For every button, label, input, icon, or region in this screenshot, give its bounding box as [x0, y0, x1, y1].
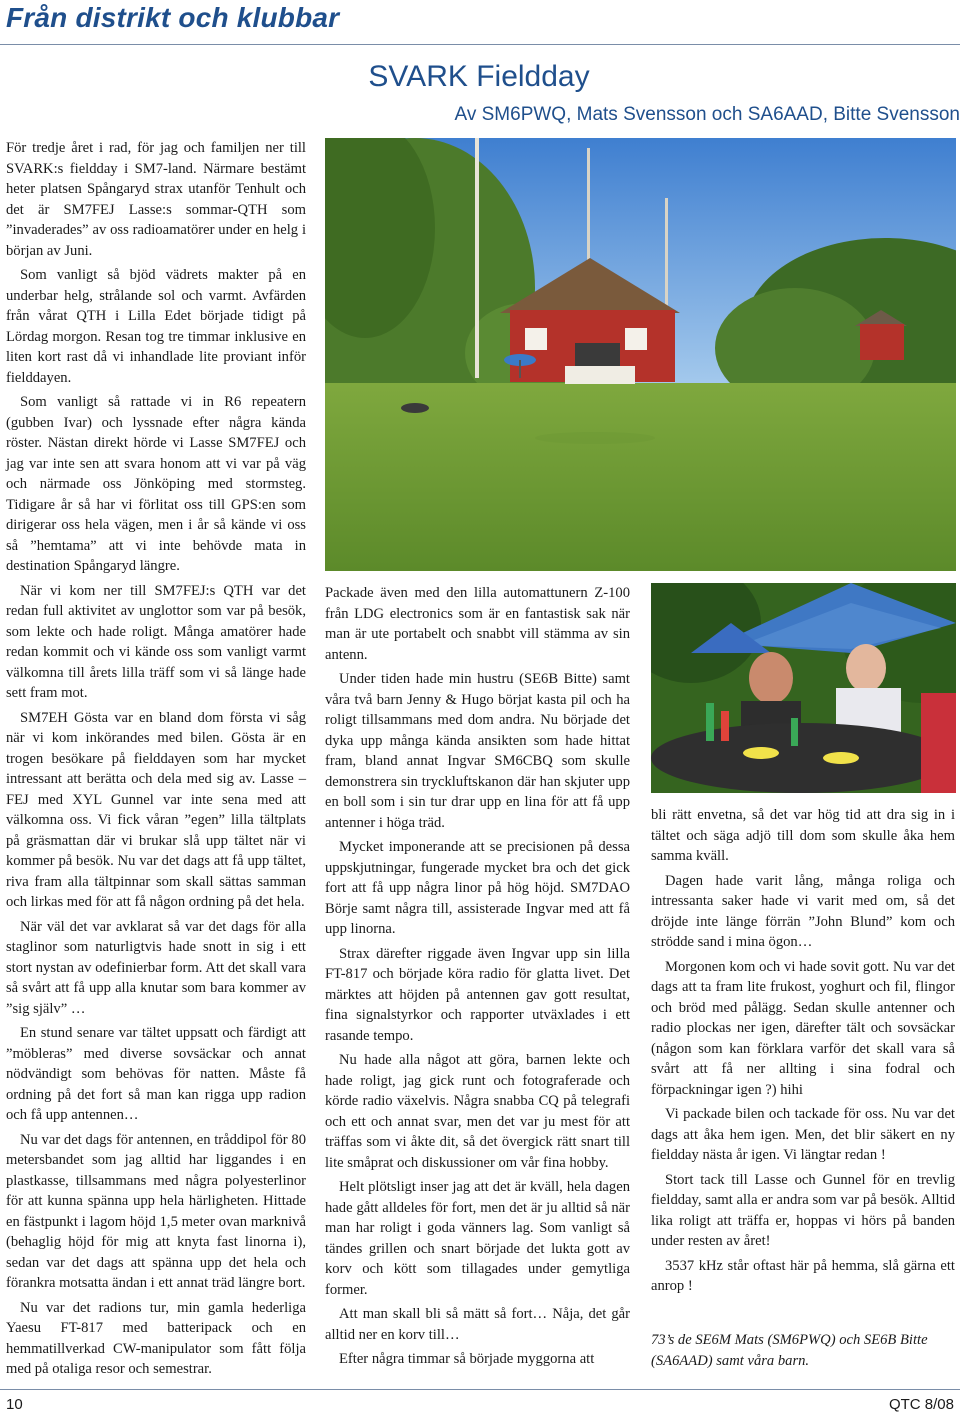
paragraph: Helt plötsligt inser jag att det är kväll, hela dagen hade gått alldeles för fort, men det är ju alltid så när man har roligt i goda vänners lag. Som vanligt så tändes grillen och snart började det lukta gott av korv och kött som tillagades under gemytliga former.	[325, 1179, 630, 1298]
paragraph: För tredje året i rad, för jag och familjen ner till SVARK:s fieldday i SM7-land. Närmare bestämt heter platsen Spångaryd strax utanför Tenhult och det är SM7FEJ Lasse:s sommar-QTH som ”invaderades” av oss radioamatörer under en helg i början av Juni.	[6, 140, 306, 259]
paragraph: Nu var det dags för antennen, en tråddipol för 80 metersbandet som jag alltid har liggandes i en plastkasse, tillsammans med några polyesterlinor för att kunna spänna upp hela härligheten. Hittade en fästpunkt i lagom höjd 1,5 meter ovan marknivå (behaglig höjd för mig att knyta fast linorna i), sedan var det dags att spänna upp det hela och förankra motsatta ändan i ett annat träd längre bort.	[6, 1131, 306, 1291]
paragraph: Strax därefter riggade även Ingvar upp sin lilla FT-817 och började köra radio för glatta livet. Det märktes att höjden på antennen gav gott resultat, fina signalstyrkor och rapporter utväxlades i ett rasande tempo.	[325, 945, 630, 1044]
photo-picnic-table-image	[651, 583, 956, 793]
section-title: Från distrikt och klubbar	[6, 2, 340, 33]
paragraph: När vi kom ner till SM7FEJ:s QTH var det redan full aktivitet av unglottor som var på besök, som lekte och hade roligt. Många amatörer hade redan kommit och vi kände oss som vanligt varmt välkomna till årets lilla träff som vi så länge hade sett fram mot.	[6, 582, 306, 701]
paragraph: När väl det var avklarat så var det dags för alla staglinor som naturligtvis hade snott in sig i ett stort nystan av odefinierbar form. Att det skall vara så svårt att få upp alla knutar som bara kommer av ”sig själv” …	[6, 918, 306, 1017]
page-number: 10	[6, 1396, 23, 1413]
paragraph: Mycket imponerande att se precisionen på dessa uppskjutningar, fungerade mycket bra och det gick fort att få upp några linor på hög höjd. SM7DAO Börje samt några till, assisterade Ingvar med att få upp linorna.	[325, 839, 630, 937]
paragraph: Som vanligt så rattade vi in R6 repeatern (gubben Ivar) och lyssnade efter några kända röster. Nästan direkt hörde vi Lasse SM7FEJ och jag var inte sen att svara honom att vi var på väg och närmade oss Jönköping med stormsteg. Tidigare år så har vi förlitat oss till GPS:en som dirigerar oss hela vägen, men i år så kände vi oss så ”hemtama” att vi inte behövde mata in destination Spångaryd längre.	[6, 394, 306, 574]
article-byline: Av SM6PWQ, Mats Svensson och SA6AAD, Bitte Svensson	[454, 104, 960, 125]
photo-cottage-lawn-image	[325, 138, 956, 571]
paragraph: Nu hade alla något att göra, barnen lekte och hade roligt, jag gick runt och fotograferade och körde radio växelvis. Några snabba CQ på telegrafi och ett och annat svar, men det var ju mest för att träffas som vi åkte dit, så det övergick rätt snart till lite småprat och diskussioner om vår fina hobby.	[325, 1052, 630, 1171]
paragraph: Under tiden hade min hustru (SE6B Bitte) samt våra två barn Jenny & Hugo börjat kasta pil och ha roligt tillsammans med dom andra. Nu började det dyka upp många kända ansikten som hade hittat fram, bland annat Ingvar SM6CBQ som skulle demonstrera sin tryckluftskanon där han skjuter upp en boll som i sin tur drar upp en lina för att få upp antenner i höga träd.	[325, 671, 630, 831]
article-title: SVARK Fieldday	[368, 60, 590, 93]
paragraph: Morgonen kom och vi hade sovit gott. Nu var det dags att ta fram lite frukost, yoghurt och fil, flingor och bröd med pålägg. Sedan skulle antenner och radio plockas ner igen, därefter tält och sovsäckar (någon som kan förklara varför det skall vara så svårt att få ner allting i sina fodral och förpackningar igen ?) hihi	[651, 958, 955, 1098]
paragraph: bli rätt envetna, så det var hög tid att dra sig in i tältet och säga adjö till dom som skulle åka hem samma kväll.	[651, 807, 955, 864]
text-column-left	[6, 138, 306, 1380]
paragraph: SM7EH Gösta var en bland dom första vi såg när vi kom inkörandes med bilen. Gösta är en trogen besökare på fielddayen som har mycket intressant att berätta och dela med sig av. Lasse –FEJ med XYL Gunnel var inte sena med att välkomna oss. Vi fick våran ”egen” lilla tältplats på gräsmattan där vi brukar slå upp tältet när vi kommer på besök. Nu var det dags att få upp tältet, riva fram alla tältpinnar som skall sättas samman och lirkas med för att få någon ordning på det hela.	[6, 709, 306, 910]
paragraph: Stort tack till Lasse och Gunnel för en trevlig fieldday, samt alla er andra som var på besök. Alltid lika roligt att träffa er, hoppas vi hörs på banden under resten av året!	[651, 1171, 955, 1249]
paragraph: Efter några timmar så började myggorna att	[339, 1351, 595, 1367]
issue-label: QTC 8/08	[888, 1396, 954, 1413]
paragraph: Nu var det radions tur, min gamla hederliga Yaesu FT-817 med batteripack och en hemmatillverkad CW-manipulator som fått följa med på otaliga resor och semestrar.	[6, 1299, 306, 1377]
text-column-right	[651, 805, 955, 1297]
section-header	[0, 0, 960, 45]
paragraph: 3537 kHz står oftast här på hemma, slå gärna ett anrop !	[651, 1257, 955, 1294]
paragraph: Packade även med den lilla automattunern Z-100 från LDG electronics som är en fantastisk sak när man är ute portabelt och snabbt vill stämma av sin antenn.	[325, 585, 630, 663]
paragraph: Som vanligt så bjöd vädrets makter på en underbar helg, strålande sol och varmt. Avfärden från vårat QTH i Lilla Edet började tidigt på Lördag morgon. Resan tog tre timmar inklusive en liten kort rast då vi inhandlade lite proviant inför fielddayen.	[6, 267, 306, 386]
paragraph: Dagen hade varit lång, många roliga och intressanta saker hade vi varit med om, så det dröjde inte länge förrän ”John Blund” kom och strödde sand i mina ögon…	[651, 872, 955, 950]
photo-picnic-table	[651, 583, 956, 793]
paragraph: Att man skall bli så mätt så fort… Nåja, det går alltid ner en korv till…	[325, 1306, 630, 1343]
photo-cottage-lawn	[325, 138, 956, 571]
text-column-middle	[325, 583, 630, 1370]
paragraph: En stund senare var tältet uppsatt och färdigt att ”möbleras” med diverse sovsäckar och annat nödvändigt som behövas för natten. Måste få ordning på det fort så man kan rigga upp radion och få upp antennen…	[6, 1025, 306, 1123]
page-footer	[0, 1389, 960, 1420]
paragraph: Vi packade bilen och tackade för oss. Nu var det dags att åka hem igen. Men, det blir säkert en ny fieldday nästa år igen. Vi längtar redan !	[651, 1106, 955, 1163]
photo-caption: 73’s de SE6M Mats (SM6PWQ) och SE6B Bitte (SA6AAD) samt våra barn.	[651, 1332, 928, 1369]
